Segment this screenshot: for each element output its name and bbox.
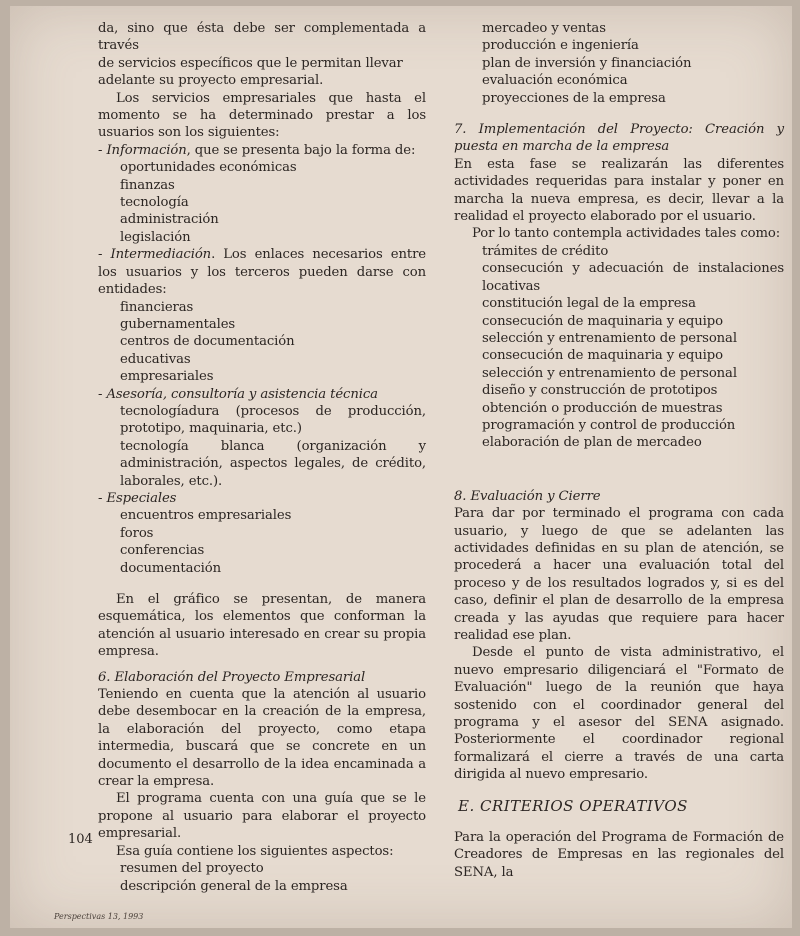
list-item-informacion: - Información, que se presenta bajo la forma de: [98, 142, 416, 158]
sub-item: plan de inversión y financiación [482, 55, 692, 71]
footer-citation: Perspectivas 13, 1993 [54, 912, 144, 921]
section-7-paragraph: En esta fase se realizarán las diferentes actividades requeridas para instalar y poner en marcha la nueva empresa, es decir, llevar a la realidad el proyecto elaborado por el usuario. [454, 156, 784, 225]
section-6-title: 6. Elaboración del Proyecto Empresarial [98, 669, 366, 685]
sub-item: constitución legal de la empresa [482, 296, 696, 312]
sub-item: documentación [120, 560, 221, 576]
section-8-paragraph: Desde el punto de vista administrativo, el nuevo empresario diligenciará el "Formato de Evaluación" luego de la reunión que haya sostenido con el coordinador general del programa y el asesor del SENA asignado. Posteriormente el coordinador regional formalizará el cierre a través de una carta dirigida al nuevo empresario. [454, 645, 784, 783]
sub-item: consecución y adecuación de instalaciones locativas [482, 261, 784, 294]
text-line: da, sino que ésta debe ser complementada a través [98, 21, 426, 54]
sub-item: tecnologíadura (procesos de producción, prototipo, maquinaria, etc.) [120, 403, 426, 437]
sub-item: elaboración de plan de mercadeo [482, 435, 702, 451]
sub-item: programación y control de producción [482, 417, 736, 433]
list-item-intermediacion: - Intermediación. Los enlaces necesarios entre los usuarios y los terceros pueden darse con entidades: [98, 247, 426, 298]
sub-item: obtención o producción de muestras [482, 400, 723, 416]
sub-item: foros [120, 525, 154, 541]
section-e-title: E. CRITERIOS OPERATIVOS [458, 796, 688, 815]
paragraph-services: Los servicios empresariales que hasta el momento se ha determinado prestar a los usuarios son los siguientes: [98, 90, 426, 141]
sub-item: producción e ingeniería [482, 38, 639, 54]
section-6-paragraph: Teniendo en cuenta que la atención al usuario debe desembocar en la creación de la empresa, la elaboración del proyecto, como etapa intermedia, buscará que se concrete en un documento el desarrollo de la idea encaminada a crear la empresa. [98, 687, 426, 790]
sub-item: trámites de crédito [482, 243, 609, 259]
sub-item: resumen del proyecto [120, 861, 264, 877]
sub-item: conferencias [120, 543, 205, 559]
sub-item: tecnología blanca (organización y administración, aspectos legales, de crédito, laborales, etc.). [120, 438, 426, 489]
sub-item: encuentros empresariales [120, 508, 292, 524]
section-e-paragraph: Para la operación del Programa de Formación de Creadores de Empresas en las regionales del SENA, la [454, 830, 784, 880]
sub-item: empresariales [120, 369, 214, 385]
section-7-paragraph: Por lo tanto contempla actividades tales como: [472, 226, 781, 242]
paragraph-grafico: En el gráfico se presentan, de manera esquemática, los elementos que conforman la atención al usuario interesado en crear su propia empresa. [98, 592, 426, 660]
list-item-especiales: - Especiales [98, 490, 177, 506]
sub-item: educativas [120, 351, 191, 367]
sub-item: diseño y construcción de prototipos [482, 383, 718, 399]
label-asesoria: Asesoría, consultoría y asistencia técnica [106, 386, 378, 402]
sub-item: financieras [120, 299, 194, 315]
list-item-asesoria: - Asesoría, consultoría y asistencia técnica [98, 386, 378, 402]
sub-item: finanzas [120, 177, 175, 193]
section-6-paragraph: Esa guía contiene los siguientes aspectos: [116, 843, 394, 859]
sub-item: tecnología [120, 195, 189, 211]
sub-item: oportunidades económicas [120, 160, 297, 176]
section-8-title: 8. Evaluación y Cierre [454, 488, 601, 504]
left-column [98, 20, 426, 895]
label-especiales: Especiales [106, 490, 177, 506]
sub-item: mercadeo y ventas [482, 21, 606, 36]
text-line: adelante su proyecto empresarial. [98, 73, 324, 89]
section-7-title: 7. Implementación del Proyecto: Creación y puesta en marcha de la empresa [454, 122, 784, 155]
text-line: de servicios específicos que le permitan llevar [98, 55, 403, 71]
sub-item: consecución de maquinaria y equipo [482, 313, 723, 329]
sub-item: selección y entrenamiento de personal [482, 330, 737, 346]
label-intermediacion: Intermediación [110, 247, 212, 263]
sub-item: proyecciones de la empresa [482, 90, 666, 106]
sub-item: legislación [120, 229, 191, 245]
right-column [454, 20, 784, 881]
document-page [10, 6, 792, 928]
label-informacion: Información [106, 142, 187, 158]
sub-item: evaluación económica [482, 73, 628, 89]
section-8-paragraph: Para dar por terminado el programa con cada usuario, y luego de que se adelanten las actividades definidas en su plan de atención, se procederá a hacer una evaluación total del proceso y de los resultados logrados y, si es del caso, definir el plan de desarrollo de la empresa creada y las ayudas que requiere para hacer realidad ese plan. [454, 506, 784, 643]
page-number: 104 [68, 832, 93, 847]
text-intermediacion: . Los enlaces necesarios entre los usuarios y los terceros pueden darse con entidades: [98, 247, 426, 298]
sub-item: centros de documentación [120, 334, 295, 350]
sub-item: administración [120, 212, 219, 228]
sub-item: selección y entrenamiento de personal [482, 365, 737, 381]
text-informacion: , que se presenta bajo la forma de: [186, 142, 416, 158]
section-6-paragraph: El programa cuenta con una guía que se le propone al usuario para elaborar el proyecto empresarial. [98, 791, 426, 842]
sub-item: gubernamentales [120, 316, 236, 332]
sub-item: consecución de maquinaria y equipo [482, 348, 723, 364]
sub-item: descripción general de la empresa [120, 878, 348, 894]
